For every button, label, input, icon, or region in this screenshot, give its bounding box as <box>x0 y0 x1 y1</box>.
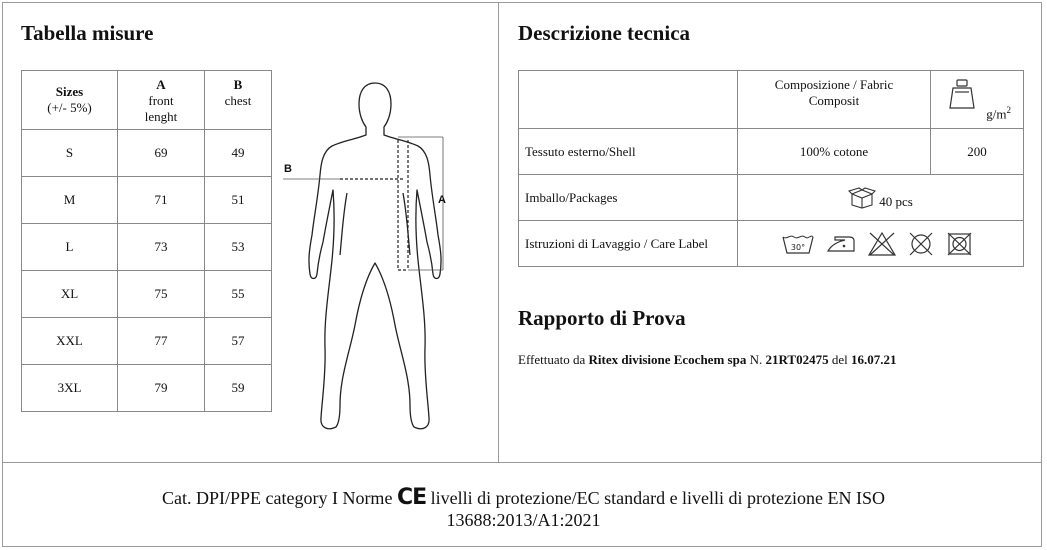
packages-row <box>519 175 1024 221</box>
footer-standards <box>0 487 1047 531</box>
technical-table <box>518 70 1024 267</box>
table-row: S 69 49 <box>22 130 272 177</box>
box-icon <box>848 187 876 209</box>
footer-line-1: Cat. DPI/PPE category I Norme CE livelli di protezione/EC standard e livelli di protezione EN ISO <box>161 485 886 510</box>
shell-composition: 100% cotone <box>738 129 931 175</box>
wash-30-icon <box>780 231 816 257</box>
table-row: XL 75 55 <box>22 271 272 318</box>
no-tumble-dry-icon <box>945 231 975 257</box>
b-header: B chest <box>205 71 272 130</box>
a-header: A front lenght <box>118 71 205 130</box>
figure-label-b: B <box>284 163 292 175</box>
care-row <box>519 221 1024 267</box>
shell-label: Tessuto esterno/Shell <box>519 129 738 175</box>
weight-icon <box>947 78 977 112</box>
ce-mark: CE <box>396 485 427 510</box>
test-report-text: Effettuato da Ritex divisione Ecochem spa N. 21RT02475 del 16.07.21 <box>518 352 897 367</box>
no-bleach-icon <box>867 231 897 257</box>
table-row: L 73 53 <box>22 224 272 271</box>
no-dry-clean-icon <box>906 231 936 257</box>
body-silhouette-figure <box>280 75 470 440</box>
packages-value: 40 pcs <box>879 194 913 210</box>
composition-header: Composizione / Fabric Composit <box>738 71 931 129</box>
care-label: Istruzioni di Lavaggio / Care Label <box>519 221 738 267</box>
technical-title: Descrizione tecnica <box>518 21 691 45</box>
weight-header: $g/m^2$ <box>931 71 1024 129</box>
vertical-divider <box>498 2 499 463</box>
svg-text:30°: 30° <box>790 242 806 252</box>
packages-cell <box>738 175 1024 221</box>
test-report-title: Rapporto di Prova <box>518 306 686 330</box>
size-table-header <box>22 71 272 130</box>
size-table <box>21 70 272 412</box>
care-icons <box>738 221 1024 267</box>
table-row: XXL 77 57 <box>22 318 272 365</box>
sizes-header: Sizes (+/- 5%) <box>22 71 118 130</box>
packages-label: Imballo/Packages <box>519 175 738 221</box>
size-chart-title: Tabella misure <box>21 21 154 45</box>
table-row: M 71 51 <box>22 177 272 224</box>
table-row: 3XL 79 59 <box>22 365 272 412</box>
iron-low-icon <box>825 231 857 257</box>
shell-row <box>519 129 1024 175</box>
footer-line-2: 13688:2013/A1:2021 <box>446 510 601 530</box>
technical-header-row <box>519 71 1024 129</box>
shell-weight: 200 <box>931 129 1024 175</box>
horizontal-divider <box>2 462 1042 463</box>
figure-label-a: A <box>438 194 446 206</box>
